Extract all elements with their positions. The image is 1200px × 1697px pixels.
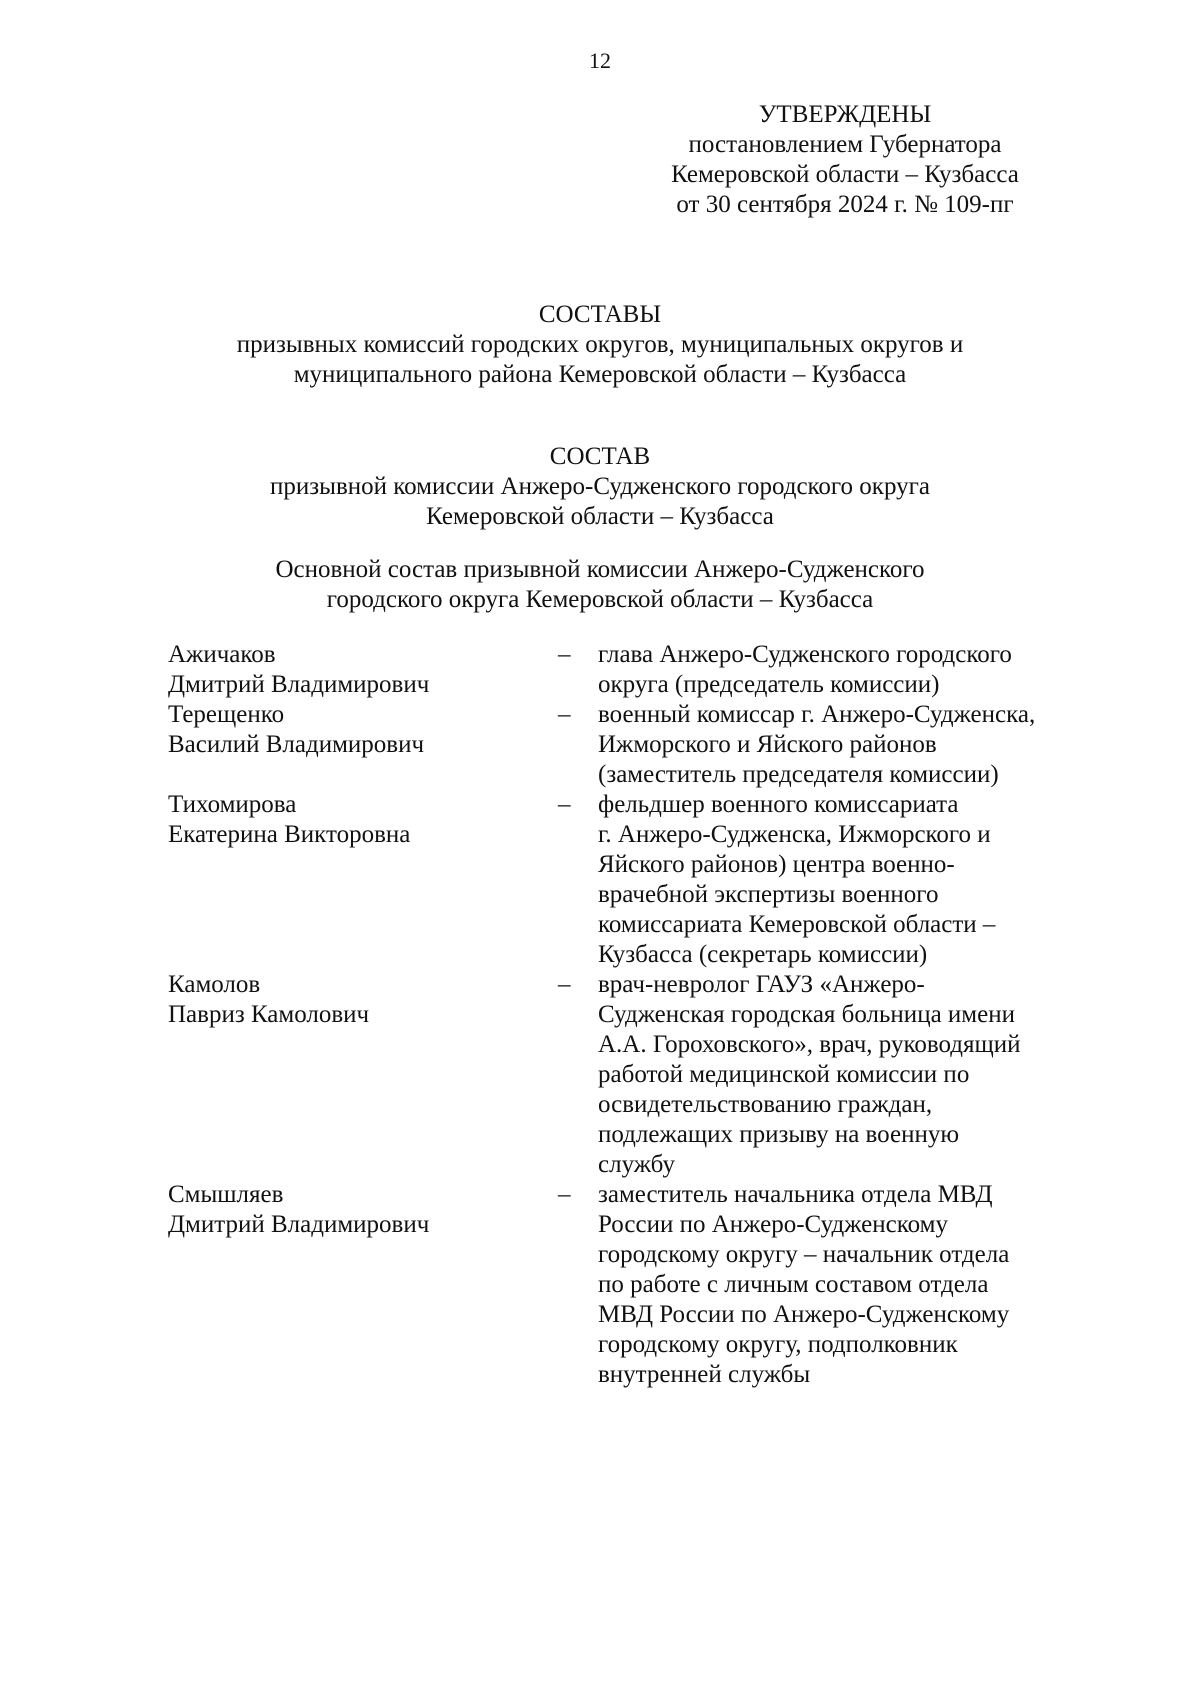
- role-line: глава Анжеро-Судженского городского: [598, 641, 1012, 668]
- member-role: [598, 1180, 1098, 1390]
- member-surname: Тихомирова: [168, 791, 297, 818]
- role-line: Судженская городская больница имени: [598, 1001, 1015, 1028]
- member-row: [168, 1180, 1108, 1390]
- role-line: МВД России по Анжеро-Судженскому: [598, 1301, 1010, 1328]
- page-number: 12: [589, 48, 611, 73]
- role-line: г. Анжеро-Судженска, Ижморского и: [598, 821, 991, 848]
- member-surname: Терещенко: [168, 701, 285, 728]
- basic-composition-heading: [150, 555, 1050, 615]
- approval-title: УТВЕРЖДЕНЫ: [758, 101, 932, 128]
- member-row: [168, 700, 1108, 790]
- sub-heading-title: СОСТАВ: [549, 443, 651, 470]
- basic-heading-line: Основной состав призывной комиссии Анжеро-Судженского: [275, 556, 925, 583]
- member-given-name: Дмитрий Владимирович: [168, 671, 430, 698]
- role-line: подлежащих призыву на военную: [598, 1121, 960, 1148]
- member-given-name: Павриз Камолович: [168, 1001, 370, 1028]
- role-line: России по Анжеро-Судженскому: [598, 1211, 948, 1238]
- member-name: [168, 970, 558, 1180]
- role-line: фельдшер военного комиссариата: [598, 791, 959, 818]
- member-row: [168, 640, 1108, 700]
- member-surname: Камолов: [168, 971, 261, 998]
- approval-date-line: от 30 сентября 2024 г. № 109-пг: [676, 191, 1014, 218]
- role-line: внутренней службы: [598, 1361, 811, 1388]
- role-line: Ижморского и Яйского районов: [598, 731, 937, 758]
- main-heading-title: СОСТАВЫ: [538, 301, 662, 328]
- role-line: городскому округу, подполковник: [598, 1331, 958, 1358]
- member-given-name: Екатерина Викторовна: [168, 821, 411, 848]
- member-given-name: Василий Владимирович: [168, 731, 425, 758]
- role-line: работой медицинской комиссии по: [598, 1061, 970, 1088]
- role-line: (заместитель председателя комиссии): [598, 761, 999, 788]
- role-line: военный комиссар г. Анжеро-Судженска,: [598, 701, 1036, 728]
- sub-heading: [150, 442, 1050, 532]
- member-dash: –: [558, 1181, 571, 1208]
- role-line: врачебной экспертизы военного: [598, 881, 939, 908]
- role-line: заместитель начальника отдела МВД: [598, 1181, 993, 1208]
- role-line: Кузбасса (секретарь комиссии): [598, 941, 928, 968]
- member-dash: –: [558, 701, 571, 728]
- member-dash: –: [558, 791, 571, 818]
- member-surname: Смышляев: [168, 1181, 284, 1208]
- member-given-name: Дмитрий Владимирович: [168, 1211, 430, 1238]
- role-line: округа (председатель комиссии): [598, 671, 940, 698]
- sub-heading-line: Кемеровской области – Кузбасса: [426, 503, 774, 530]
- member-role: [598, 790, 1098, 970]
- basic-heading-line: городского округа Кемеровской области – Кузбасса: [326, 586, 874, 613]
- role-line: врач-невролог ГАУЗ «Анжеро-: [598, 971, 925, 998]
- members-list: [168, 640, 1108, 1390]
- role-line: освидетельствованию граждан,: [598, 1091, 933, 1118]
- role-line: комиссариата Кемеровской области –: [598, 911, 996, 938]
- approval-line: постановлением Губернатора: [688, 131, 1002, 158]
- member-name: [168, 790, 558, 970]
- approval-stamp: [620, 100, 1070, 220]
- role-line: городскому округу – начальник отдела: [598, 1241, 1010, 1268]
- main-heading-line: призывных комиссий городских округов, муниципальных округов и: [236, 331, 964, 358]
- role-line: по работе с личным составом отдела: [598, 1271, 989, 1298]
- role-line: Яйского районов) центра военно-: [598, 851, 955, 878]
- member-name: [168, 640, 558, 700]
- member-role: [598, 640, 1098, 700]
- member-role: [598, 700, 1098, 790]
- member-dash: –: [558, 641, 571, 668]
- main-heading: [150, 300, 1050, 390]
- approval-line: Кемеровской области – Кузбасса: [671, 161, 1019, 188]
- member-name: [168, 1180, 558, 1390]
- sub-heading-line: призывной комиссии Анжеро-Судженского городского округа: [270, 473, 930, 500]
- main-heading-line: муниципального района Кемеровской области – Кузбасса: [293, 361, 907, 388]
- member-name: [168, 700, 558, 790]
- member-dash: –: [558, 971, 571, 998]
- role-line: А.А. Гороховского», врач, руководящий: [598, 1031, 1021, 1058]
- member-row: [168, 970, 1108, 1180]
- member-surname: Ажичаков: [168, 641, 276, 668]
- member-row: [168, 790, 1108, 970]
- role-line: службу: [598, 1151, 675, 1178]
- member-role: [598, 970, 1098, 1180]
